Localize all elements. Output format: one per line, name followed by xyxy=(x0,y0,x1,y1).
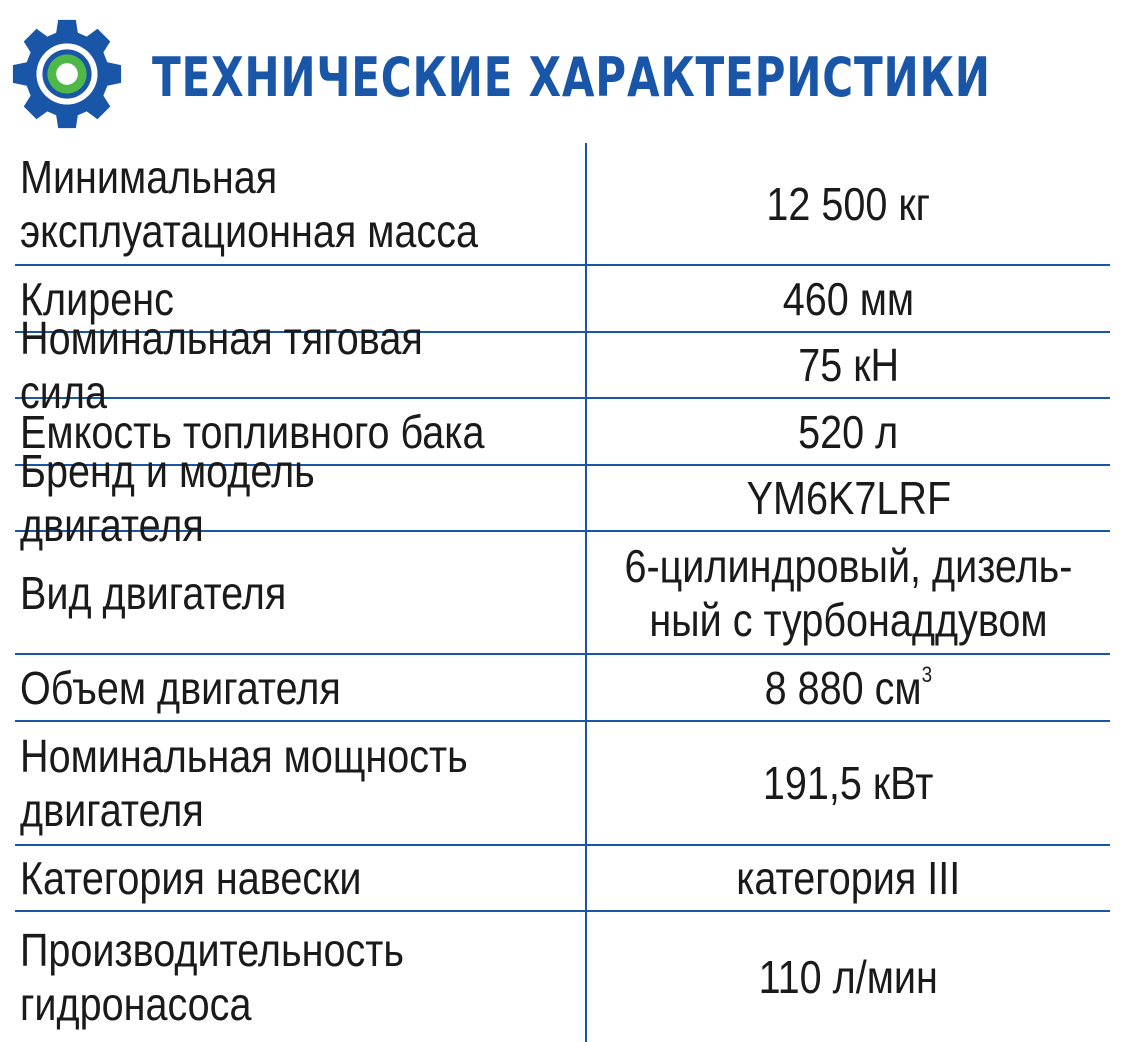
table-row xyxy=(15,846,1110,912)
spec-value: 75 кН xyxy=(798,339,899,391)
spec-label: Производительность гидронасоса xyxy=(20,924,404,1030)
spec-value: категория III xyxy=(736,852,961,904)
spec-label: Категория навески xyxy=(20,852,362,904)
spec-label: Бренд и модель двигателя xyxy=(20,445,315,551)
table-row xyxy=(15,532,1110,655)
page-title: ТЕХНИЧЕСКИЕ ХАРАКТЕРИСТИКИ xyxy=(152,46,991,109)
gear-icon xyxy=(8,15,126,133)
spec-value: 110 л/мин xyxy=(758,951,939,1003)
spec-label: Объем двигателя xyxy=(20,661,341,714)
table-row xyxy=(15,655,1110,722)
spec-label: Минимальная эксплуатационная масса xyxy=(20,150,479,257)
spec-label: Клиренс xyxy=(20,272,174,325)
spec-value: YM6K7LRF xyxy=(746,472,951,524)
spec-value xyxy=(587,655,1110,720)
specs-table xyxy=(15,143,1110,1042)
spec-value: 520 л xyxy=(798,405,899,458)
table-row xyxy=(15,143,1110,266)
table-row xyxy=(15,912,1110,1042)
spec-label: Номинальная мощность двигателя xyxy=(20,730,468,836)
header xyxy=(0,0,1123,140)
spec-value: 12 500 кг xyxy=(766,177,931,230)
spec-value: 460 мм xyxy=(782,272,915,325)
table-row xyxy=(15,445,1110,551)
spec-value-text: 8 880 см xyxy=(764,661,922,714)
unit-superscript: 3 xyxy=(921,661,933,687)
spec-label: Емкость топливного бака xyxy=(20,405,485,458)
table-row xyxy=(15,722,1110,846)
table-row xyxy=(15,312,1110,418)
spec-value: 191,5 кВт xyxy=(763,757,934,809)
spec-value: 6-цилиндровый, дизель- ный с турбонаддувом xyxy=(624,539,1073,646)
spec-label: Номинальная тяговая сила xyxy=(20,312,423,418)
spec-label: Вид двигателя xyxy=(20,566,287,619)
